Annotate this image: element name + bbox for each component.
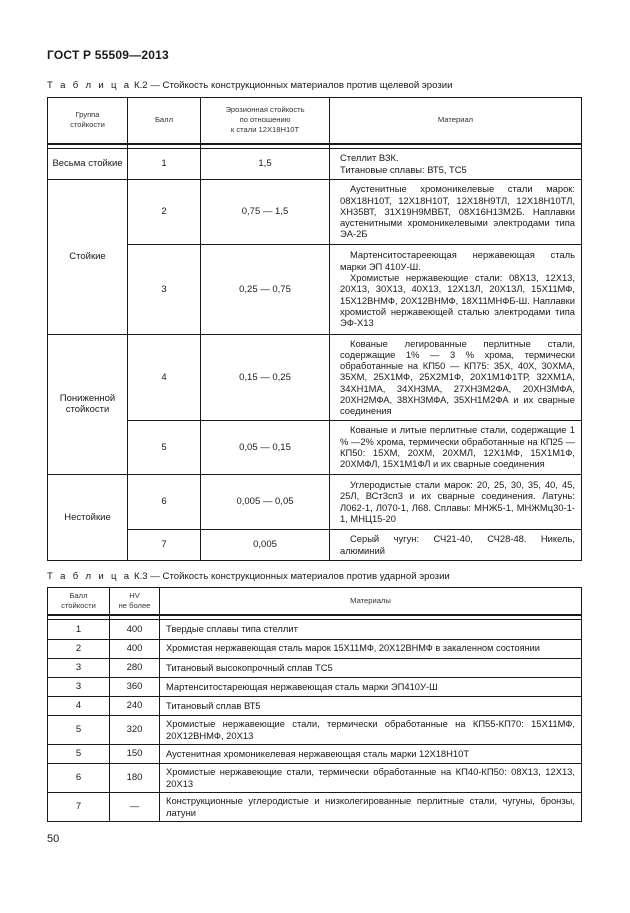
hv-cell: 400 [110,639,160,658]
group-non-resistant: Нестойкие [48,474,128,560]
material-cell: Титановый высокопрочный сплав ТС5 [160,658,582,677]
header-hv: HV не более [110,588,160,615]
score-cell: 5 [128,420,201,474]
material-cell: Мартенситостарееющая нержавеющая сталь марки ЭП 410У-Ш. Хромистые нержавеющие стали: 08Х13, 12Х13, 20Х13, 30Х13, 40Х13, 12Х13Л, 20Х13Л, 15Х11МФ, 15Х12ВНМФ, 20Х12ВНМФ, 18Х11МНФБ-Ш. Наплавки хромистой нержавеющей сталью электродами типа ЭФ-Х13 [330,244,582,334]
page-number: 50 [47,833,60,845]
hv-cell: 320 [110,715,160,744]
material-cell: Хромистая нержавеющая сталь марок 15Х11МФ, 20Х12ВНМФ в закаленном состоянии [160,639,582,658]
resistance-cell: 1,5 [201,148,330,179]
table-row [48,334,582,420]
table-row [48,696,582,715]
hv-cell: 400 [110,619,160,639]
material-cell: Аустенитная хромоникелевая нержавеющая сталь марки 12Х18Н10Т [160,744,582,763]
table-row [48,244,582,334]
table-row [48,744,582,763]
table-row [48,619,582,639]
material-cell: Хромистые нержавеющие стали, термически обработанные на КП55-КП70: 15Х11МФ, 20Х12ВНМФ, 20Х13 [160,715,582,744]
score-cell: 3 [128,244,201,334]
score-cell: 4 [128,334,201,420]
resistance-cell: 0,15 — 0,25 [201,334,330,420]
hv-cell: 360 [110,677,160,696]
table-row [48,420,582,474]
score-cell: 3 [48,658,110,677]
score-cell: 1 [128,148,201,179]
group-very-resistant: Весьма стойкие [48,148,128,179]
group-resistant: Стойкие [48,179,128,334]
resistance-cell: 0,25 — 0,75 [201,244,330,334]
table-row [48,474,582,529]
material-cell: Конструкционные углеродистые и низколегированные перлитные стали, чугуны, бронзы, латуни [160,792,582,821]
table-header-row [48,588,582,615]
header-group: Группа стойкости [48,98,128,144]
material-cell: Кованые легированные перлитные стали, содержащие 1% — 3 % хрома, термически обработанные на КП50 — КП75: 35Х, 40Х, 30ХМА, 35ХМ, 25Х1МФ, 25Х2М1Ф, 20Х1М1Ф1ТР, 32ХМ1А, 34ХН1МА, 34ХН3МА, 27ХН3М2ФА, 20ХН3МФА, 20ХН2МФА, 38ХН3МФА, 35ХН1М2ФА и их сварные соединения [330,334,582,420]
material-cell: Углеродистые стали марок: 20, 25, 30, 35, 40, 45, 25Л, ВСт3сп3 и их сварные соединения. Латунь: Л062-1, Л070-1, Л68. Сплавы: МНЖ5-1, МНЖМц30-1-1, МНЦ15-20 [330,474,582,529]
score-cell: 2 [48,639,110,658]
caption-text: К.2 — Стойкость конструкционных материалов против щелевой эрозии [134,80,453,91]
table-row [48,763,582,792]
table-k2 [47,97,582,561]
score-cell: 7 [128,529,201,560]
hv-cell: 280 [110,658,160,677]
hv-cell: 240 [110,696,160,715]
score-cell: 3 [48,677,110,696]
header-materials: Материалы [160,588,582,615]
table-row [48,677,582,696]
score-cell: 6 [128,474,201,529]
header-material: Материал [330,98,582,144]
score-cell: 2 [128,179,201,244]
document-header: ГОСТ Р 55509—2013 [47,48,169,62]
table-row [48,658,582,677]
group-reduced-resistance: Пониженной стойкости [48,334,128,474]
hv-cell: — [110,792,160,821]
table-row [48,715,582,744]
table-row [48,179,582,244]
header-score: Балл стойкости [48,588,110,615]
header-erosion-resistance: Эрозионная стойкость по отношению к стали 12Х18Н10Т [201,98,330,144]
table-row [48,148,582,179]
table-k3-caption [47,571,450,582]
header-score: Балл [128,98,201,144]
score-cell: 5 [48,715,110,744]
caption-prefix: Т а б л и ц а [47,80,132,91]
table-row [48,792,582,821]
resistance-cell: 0,005 — 0,05 [201,474,330,529]
material-cell: Мартенситостареющая нержавеющая сталь марки ЭП410У-Ш [160,677,582,696]
score-cell: 6 [48,763,110,792]
resistance-cell: 0,75 — 1,5 [201,179,330,244]
material-cell: Аустенитные хромоникелевые стали марок: 08Х18Н10Т, 12Х18Н10Т, 12Х18Н9ТЛ, 12Х18Н10ТЛ, ХН35ВТ, 31Х19Н9МВБТ, 08Х16Н13М2Б. Наплавки аустенитными хромоникелевыми электродами типа ЭА-2Б [330,179,582,244]
material-cell: Твердые сплавы типа стеллит [160,619,582,639]
score-cell: 7 [48,792,110,821]
caption-text: К.3 — Стойкость конструкционных материалов против ударной эрозии [134,571,450,582]
resistance-cell: 0,05 — 0,15 [201,420,330,474]
material-cell: Серый чугун: СЧ21-40, СЧ28-48. Никель, алюминий [330,529,582,560]
score-cell: 4 [48,696,110,715]
material-cell: Титановый сплав ВТ5 [160,696,582,715]
score-cell: 1 [48,619,110,639]
material-cell: Хромистые нержавеющие стали, термически обработанные на КП40-КП50: 08Х13, 12Х13, 20Х13 [160,763,582,792]
table-k2-caption [47,80,452,91]
resistance-cell: 0,005 [201,529,330,560]
material-cell: Стеллит ВЗК. Титановые сплавы: ВТ5, ТС5 [330,148,582,179]
material-cell: Кованые и литые перлитные стали, содержащие 1 % —2% хрома, термически обработанные на КП25 — КП50: 15ХМ, 20ХМ, 20ХМЛ, 12Х1МФ, 15Х1М1Ф, 20ХМФЛ, 15Х1М1ФЛ и их сварные соединения [330,420,582,474]
caption-prefix: Т а б л и ц а [47,571,132,582]
hv-cell: 150 [110,744,160,763]
hv-cell: 180 [110,763,160,792]
table-k3 [47,587,582,822]
table-row [48,529,582,560]
score-cell: 5 [48,744,110,763]
table-header-row [48,98,582,144]
table-row [48,639,582,658]
